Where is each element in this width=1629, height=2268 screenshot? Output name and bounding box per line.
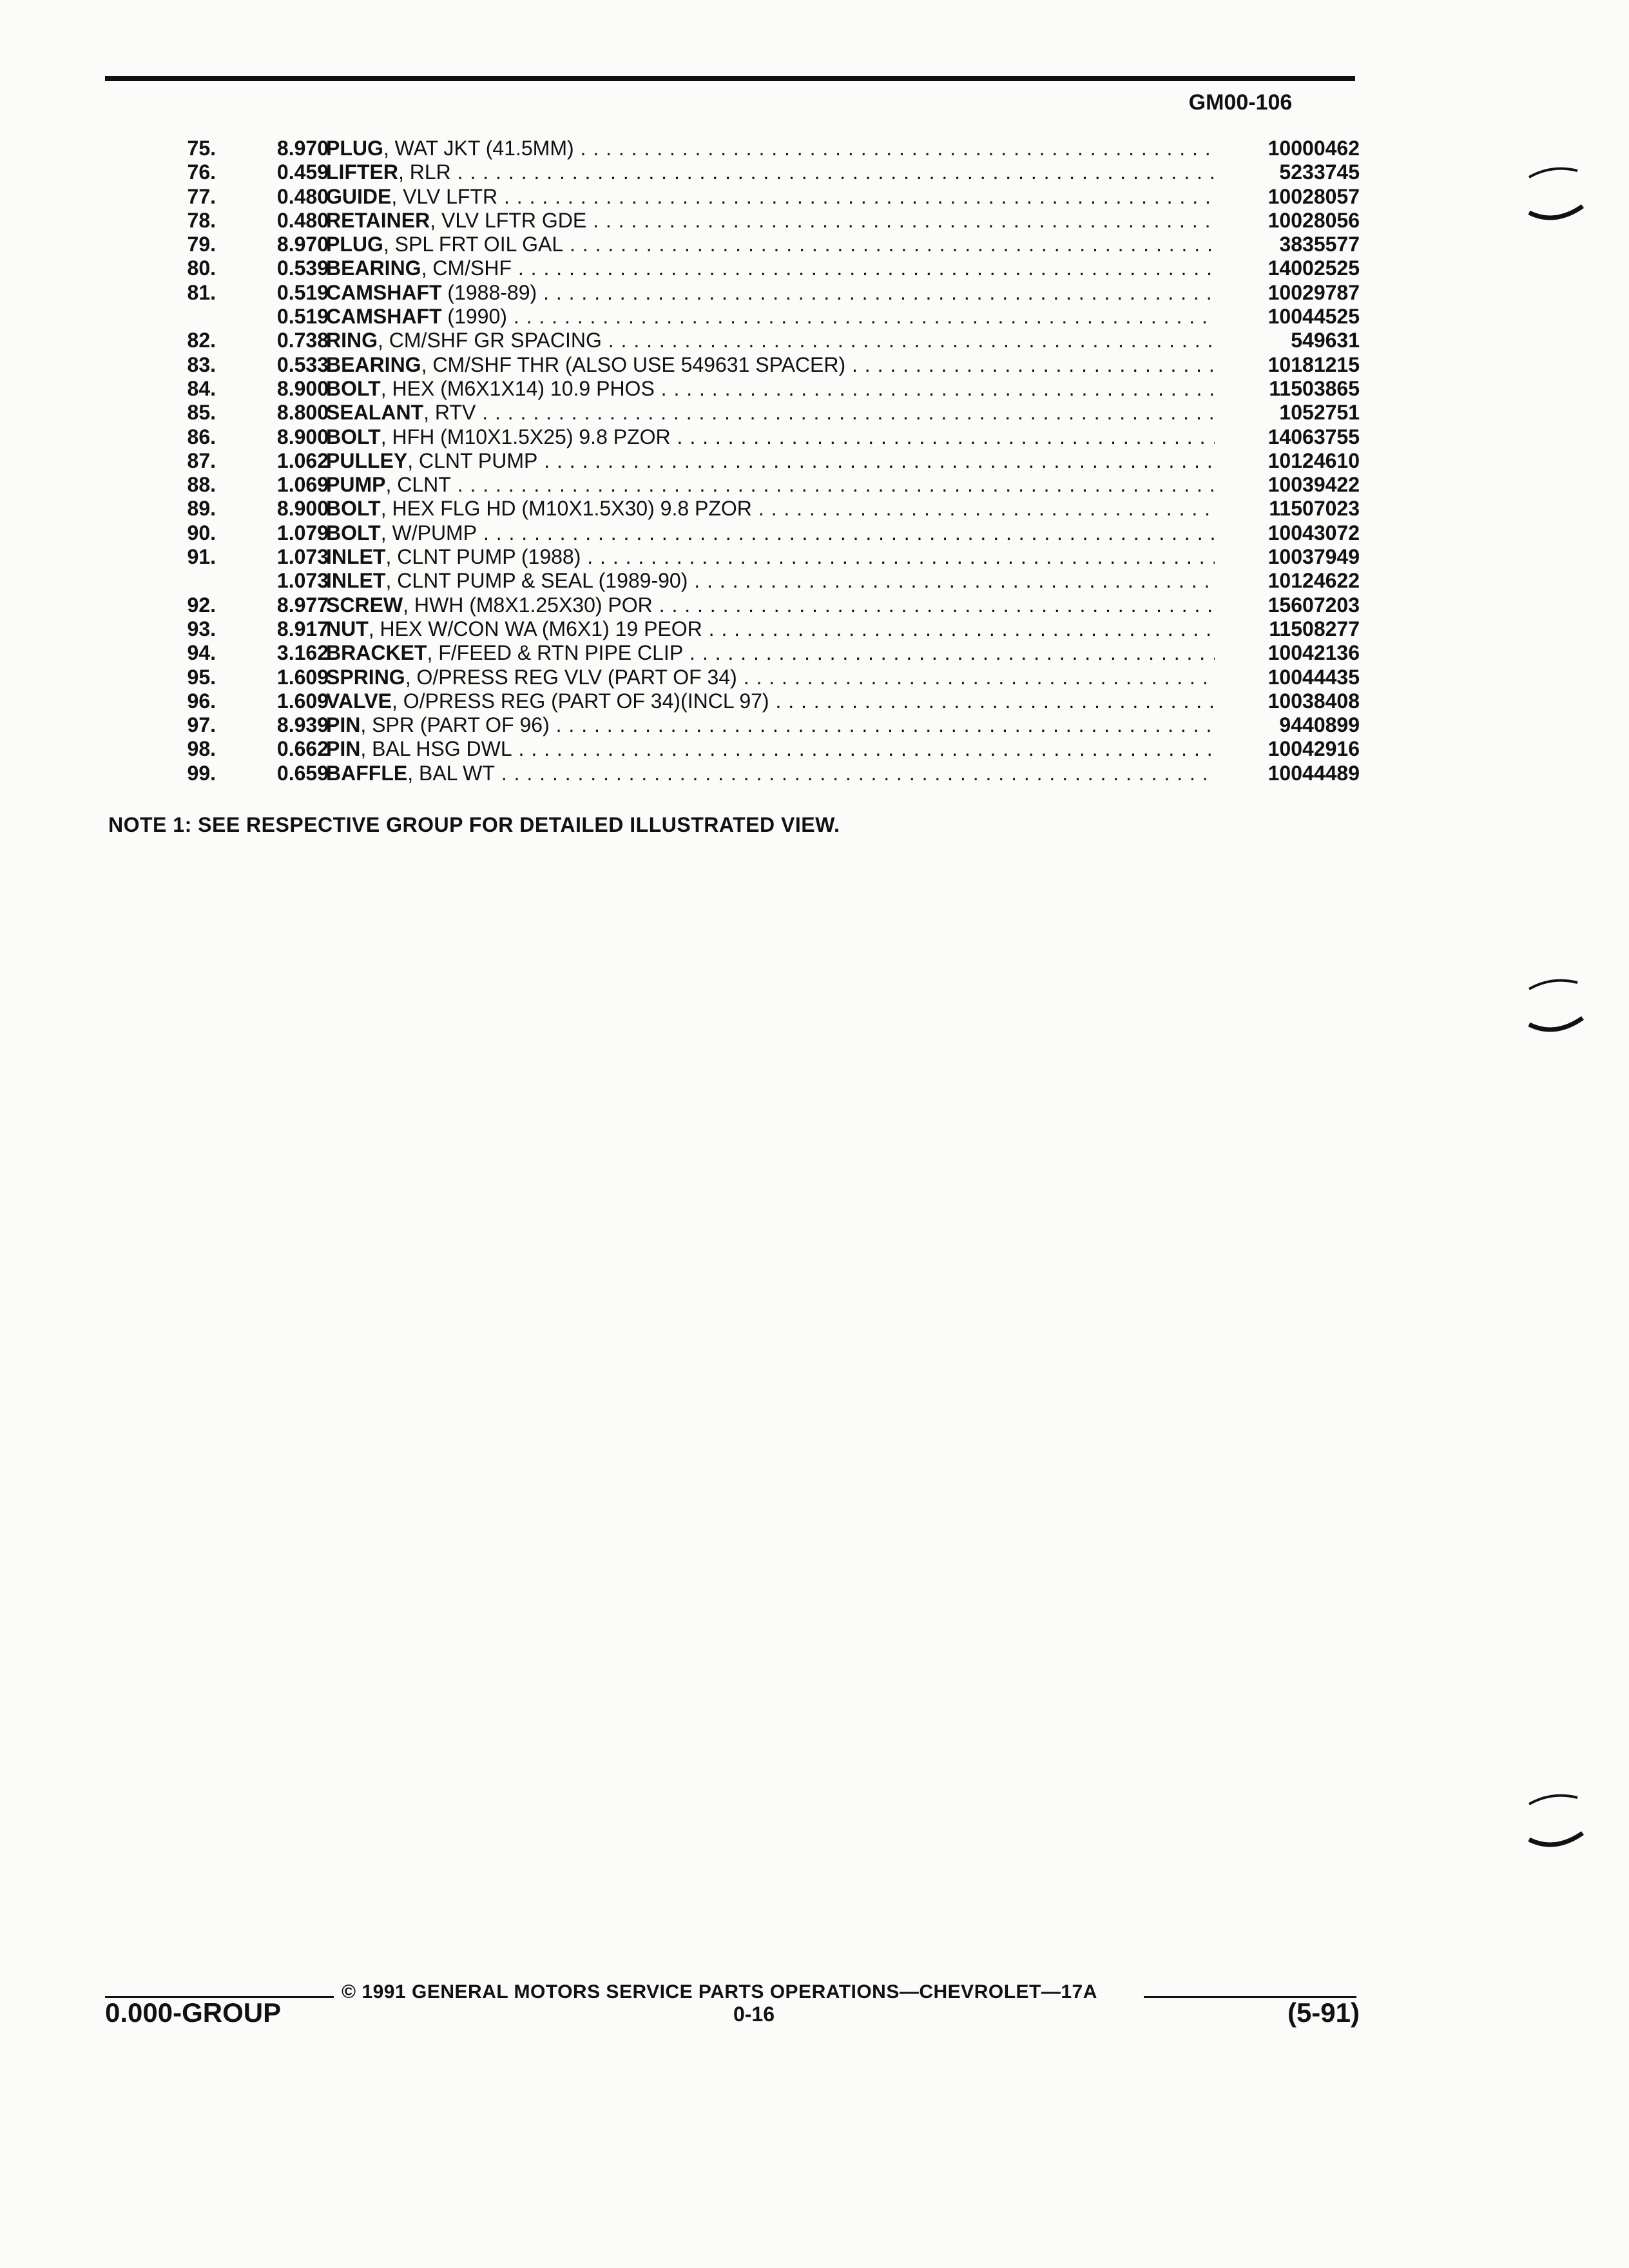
item-number: 91.	[187, 545, 216, 569]
part-name: INLET	[326, 569, 386, 593]
part-number: 549631	[1291, 329, 1360, 352]
group-number: 1.609	[276, 665, 329, 689]
part-description	[326, 401, 1215, 425]
item-number: 80.	[187, 256, 216, 280]
parts-row	[116, 137, 1360, 160]
part-number: 3835577	[1279, 233, 1360, 256]
part-detail: , BAL HSG DWL	[360, 737, 512, 761]
group-number: 8.970	[276, 233, 329, 256]
revision-date: (5-91)	[1287, 1997, 1360, 2028]
item-number: 93.	[187, 617, 216, 640]
group-number: 0.539	[276, 256, 329, 280]
group-number: 8.917	[276, 617, 329, 640]
binder-hole-icon	[1526, 1791, 1584, 1856]
group-label: 0.000-GROUP	[105, 1997, 282, 2028]
parts-row	[116, 329, 1360, 352]
parts-row	[116, 377, 1360, 401]
part-detail: , SPR (PART OF 96)	[360, 713, 550, 737]
group-number: 8.900	[276, 425, 329, 448]
part-name: PIN	[326, 737, 361, 761]
part-name: BOLT	[326, 521, 381, 544]
part-description	[326, 256, 1215, 280]
part-number: 10042136	[1268, 641, 1360, 665]
item-number: 89.	[187, 497, 216, 521]
parts-row	[116, 473, 1360, 497]
parts-row	[116, 593, 1360, 617]
part-detail: , W/PUMP	[380, 521, 477, 544]
part-description	[326, 137, 1215, 160]
group-number: 1.079	[276, 521, 329, 544]
item-number: 94.	[187, 641, 216, 665]
part-number: 10124610	[1268, 448, 1360, 472]
part-detail: , SPL FRT OIL GAL	[383, 233, 564, 256]
group-number: 0.459	[276, 160, 329, 184]
part-description	[326, 160, 1215, 184]
part-description	[326, 713, 1215, 737]
part-detail: , CLNT PUMP	[407, 448, 538, 472]
part-description	[326, 666, 1215, 689]
group-number: 1.073	[276, 569, 329, 593]
item-number: 90.	[187, 521, 216, 544]
top-rule	[105, 76, 1355, 81]
part-number: 10043072	[1268, 521, 1360, 544]
part-detail: , CLNT PUMP & SEAL (1989-90)	[385, 569, 688, 593]
part-number: 14063755	[1268, 425, 1360, 448]
part-number: 10181215	[1268, 352, 1360, 376]
part-number: 10000462	[1268, 137, 1360, 160]
item-number: 95.	[187, 665, 216, 689]
part-number: 10124622	[1268, 569, 1360, 593]
group-number: 8.939	[276, 713, 329, 737]
part-number: 10044525	[1268, 305, 1360, 329]
parts-row	[116, 666, 1360, 689]
group-number: 1.069	[276, 473, 329, 497]
item-number: 78.	[187, 208, 216, 232]
item-number: 87.	[187, 448, 216, 472]
part-number: 10039422	[1268, 473, 1360, 497]
item-number: 99.	[187, 761, 216, 785]
part-detail: , CLNT PUMP (1988)	[385, 545, 581, 569]
part-detail: (1990)	[441, 305, 507, 329]
item-number: 92.	[187, 593, 216, 617]
part-detail: , HEX FLG HD (M10X1.5X30) 9.8 PZOR	[380, 497, 752, 521]
part-name: PUMP	[326, 473, 386, 497]
group-number: 0.533	[276, 352, 329, 376]
item-number: 88.	[187, 473, 216, 497]
group-number: 0.480	[276, 184, 329, 208]
copyright-text: © 1991 GENERAL MOTORS SERVICE PARTS OPERATIONS—CHEVROLET—17A	[342, 1981, 1097, 2003]
part-name: NUT	[326, 617, 369, 640]
part-detail: , VLV LFTR GDE	[430, 208, 587, 232]
part-name: BEARING	[326, 352, 421, 376]
part-number: 5233745	[1279, 160, 1360, 184]
part-name: GUIDE	[326, 184, 392, 208]
part-description	[326, 617, 1215, 641]
part-name: VALVE	[326, 689, 392, 713]
part-description	[326, 449, 1215, 473]
item-number: 79.	[187, 233, 216, 256]
part-detail: , CM/SHF GR SPACING	[378, 329, 602, 352]
parts-row	[116, 185, 1360, 209]
part-description	[326, 305, 1215, 329]
item-number: 86.	[187, 425, 216, 448]
part-description	[326, 641, 1215, 665]
group-number: 0.519	[276, 305, 329, 329]
part-description	[326, 377, 1215, 401]
item-number: 84.	[187, 376, 216, 400]
part-detail: , HFH (M10X1.5X25) 9.8 PZOR	[380, 425, 671, 448]
part-detail: , CM/SHF THR (ALSO USE 549631 SPACER)	[421, 352, 846, 376]
parts-row	[116, 617, 1360, 641]
item-number: 77.	[187, 184, 216, 208]
item-number: 76.	[187, 160, 216, 184]
part-name: PLUG	[326, 137, 383, 160]
part-description	[326, 425, 1215, 449]
part-detail: , HEX W/CON WA (M6X1) 19 PEOR	[368, 617, 702, 640]
part-description	[326, 497, 1215, 521]
parts-row	[116, 713, 1360, 737]
document-code: GM00-106	[1188, 90, 1293, 115]
group-number: 8.800	[276, 401, 329, 425]
part-description	[326, 593, 1215, 617]
part-number: 10044489	[1268, 761, 1360, 785]
part-number: 11503865	[1269, 376, 1360, 400]
part-detail: , WAT JKT (41.5MM)	[383, 137, 574, 160]
item-number: 96.	[187, 689, 216, 713]
part-number: 10038408	[1268, 689, 1360, 713]
part-detail: , O/PRESS REG VLV (PART OF 34)	[405, 665, 737, 689]
page-number: 0-16	[733, 2003, 775, 2026]
group-number: 3.162	[276, 641, 329, 665]
binder-hole-icon	[1526, 976, 1584, 1041]
part-name: BOLT	[326, 497, 381, 521]
part-name: BRACKET	[326, 641, 427, 665]
part-description	[326, 473, 1215, 497]
group-number: 0.659	[276, 761, 329, 785]
part-detail: , BAL WT	[407, 761, 495, 785]
group-number: 0.738	[276, 329, 329, 352]
part-description	[326, 737, 1215, 761]
parts-row	[116, 521, 1360, 545]
part-name: SEALANT	[326, 401, 424, 425]
part-description	[326, 762, 1215, 785]
part-name: RING	[326, 329, 378, 352]
group-number: 8.900	[276, 376, 329, 400]
part-description	[326, 185, 1215, 209]
parts-row	[116, 353, 1360, 377]
item-number: 82.	[187, 329, 216, 352]
part-name: PLUG	[326, 233, 383, 256]
parts-row	[116, 569, 1360, 593]
part-detail: , CM/SHF	[421, 256, 512, 280]
part-name: BAFFLE	[326, 761, 408, 785]
part-name: SPRING	[326, 665, 405, 689]
group-number: 8.900	[276, 497, 329, 521]
parts-row	[116, 256, 1360, 280]
parts-row	[116, 497, 1360, 521]
parts-row	[116, 545, 1360, 569]
part-name: CAMSHAFT	[326, 280, 442, 304]
item-number: 81.	[187, 280, 216, 304]
part-detail: , O/PRESS REG (PART OF 34)(INCL 97)	[391, 689, 769, 713]
item-number: 98.	[187, 737, 216, 761]
part-description	[326, 353, 1215, 377]
item-number: 85.	[187, 401, 216, 425]
part-name: RETAINER	[326, 208, 430, 232]
part-name: BOLT	[326, 425, 381, 448]
part-number: 10028057	[1268, 184, 1360, 208]
part-number: 15607203	[1268, 593, 1360, 617]
parts-list	[116, 137, 1360, 785]
parts-row	[116, 641, 1360, 665]
part-number: 11508277	[1269, 617, 1360, 640]
part-name: PULLEY	[326, 448, 408, 472]
part-name: LIFTER	[326, 160, 398, 184]
group-number: 0.662	[276, 737, 329, 761]
parts-row	[116, 209, 1360, 233]
part-detail: , HWH (M8X1.25X30) POR	[403, 593, 653, 617]
item-number: 75.	[187, 137, 216, 160]
parts-row	[116, 762, 1360, 785]
part-name: CAMSHAFT	[326, 305, 442, 329]
parts-row	[116, 305, 1360, 329]
part-description	[326, 569, 1215, 593]
part-detail: , HEX (M6X1X14) 10.9 PHOS	[380, 376, 655, 400]
part-description	[326, 689, 1215, 713]
group-number: 1.609	[276, 689, 329, 713]
part-name: INLET	[326, 545, 386, 569]
part-detail: , CLNT	[385, 473, 451, 497]
part-number: 10029787	[1268, 280, 1360, 304]
part-detail: , F/FEED & RTN PIPE CLIP	[427, 641, 684, 665]
group-number: 8.970	[276, 137, 329, 160]
part-description	[326, 545, 1215, 569]
part-detail: , RTV	[423, 401, 476, 425]
part-number: 10028056	[1268, 208, 1360, 232]
part-name: BOLT	[326, 376, 381, 400]
parts-row	[116, 425, 1360, 449]
note-text: NOTE 1: SEE RESPECTIVE GROUP FOR DETAILED ILLUSTRATED VIEW.	[108, 813, 840, 836]
part-number: 10037949	[1268, 545, 1360, 569]
group-number: 0.519	[276, 280, 329, 304]
part-number: 14002525	[1268, 256, 1360, 280]
part-description	[326, 329, 1215, 352]
part-number: 10042916	[1268, 737, 1360, 761]
group-number: 0.480	[276, 208, 329, 232]
parts-row	[116, 401, 1360, 425]
part-description	[326, 521, 1215, 545]
item-number: 83.	[187, 352, 216, 376]
part-detail: , RLR	[398, 160, 451, 184]
part-number: 1052751	[1279, 401, 1360, 425]
parts-row	[116, 449, 1360, 473]
group-number: 1.062	[276, 448, 329, 472]
parts-row	[116, 281, 1360, 305]
part-number: 10044435	[1268, 665, 1360, 689]
group-number: 1.073	[276, 545, 329, 569]
parts-row	[116, 737, 1360, 761]
part-number: 11507023	[1269, 497, 1360, 521]
part-description	[326, 233, 1215, 256]
group-number: 8.977	[276, 593, 329, 617]
part-name: BEARING	[326, 256, 421, 280]
part-description	[326, 209, 1215, 233]
part-name: PIN	[326, 713, 361, 737]
item-number: 97.	[187, 713, 216, 737]
parts-row	[116, 233, 1360, 256]
binder-hole-icon	[1526, 164, 1584, 229]
part-name: SCREW	[326, 593, 403, 617]
part-number: 9440899	[1279, 713, 1360, 737]
parts-row	[116, 160, 1360, 184]
part-detail: (1988-89)	[441, 280, 537, 304]
part-description	[326, 281, 1215, 305]
parts-row	[116, 689, 1360, 713]
part-detail: , VLV LFTR	[391, 184, 498, 208]
